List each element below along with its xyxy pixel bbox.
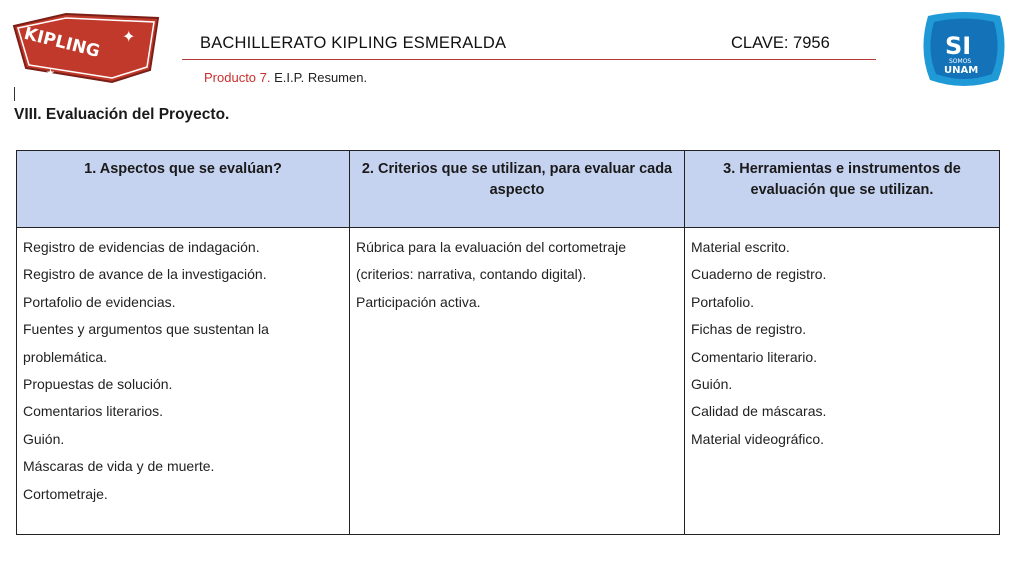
list-item: Propuestas de solución. xyxy=(23,376,173,393)
school-code: CLAVE: 7956 xyxy=(731,34,830,52)
product-title: E.I.P. Resumen. xyxy=(270,70,368,85)
list-item: Comentario literario. xyxy=(691,348,818,365)
list-item: Rúbrica para la evaluación del cortometraje xyxy=(356,239,627,255)
list-item: (criterios: narrativa, contando digital). xyxy=(356,266,587,283)
list-item: Guión. xyxy=(691,376,733,393)
list-item: Fuentes y argumentos que sustentan la xyxy=(23,321,269,338)
kipling-logo-text: KIPLING xyxy=(21,23,102,62)
list-item: Cortometraje. xyxy=(23,485,108,502)
list-item: Comentarios literarios. xyxy=(23,403,164,420)
tools-cell xyxy=(685,228,1000,535)
unam-logo-si: SI xyxy=(945,32,972,60)
product-number: Producto 7. xyxy=(204,70,271,85)
header-criteria: 2. Criterios que se utilizan, para evaluar cada aspecto xyxy=(350,151,685,228)
header-divider xyxy=(182,59,876,60)
list-item: Material escrito. xyxy=(691,239,790,255)
text-cursor xyxy=(14,87,15,101)
unam-logo-name: UNAM xyxy=(944,65,979,76)
list-item: Registro de evidencias de indagación. xyxy=(23,239,260,255)
kipling-logo xyxy=(8,12,160,84)
unam-logo-somos: SOMOS xyxy=(949,58,972,65)
table-header-row xyxy=(17,151,1000,228)
list-item: Portafolio de evidencias. xyxy=(23,293,176,310)
svg-text:✦: ✦ xyxy=(122,27,136,46)
list-item: Portafolio. xyxy=(691,293,755,310)
list-item: Calidad de máscaras. xyxy=(691,403,827,420)
school-name: BACHILLERATO KIPLING ESMERALDA xyxy=(200,34,507,52)
svg-text:★: ★ xyxy=(46,68,55,79)
section-heading: VIII. Evaluación del Proyecto. xyxy=(14,106,230,123)
aspects-cell xyxy=(17,228,350,535)
unam-logo xyxy=(918,10,1010,88)
table-row xyxy=(17,228,1000,535)
header-tools: 3. Herramientas e instrumentos de evaluación que se utilizan. xyxy=(685,151,1000,228)
list-item: problemática. xyxy=(23,348,108,365)
list-item: Material videográfico. xyxy=(691,430,825,447)
list-item: Fichas de registro. xyxy=(691,321,807,338)
list-item: Guión. xyxy=(23,430,65,447)
list-item: Participación activa. xyxy=(356,293,481,310)
header-aspects: 1. Aspectos que se evalúan? xyxy=(17,151,350,228)
list-item: Cuaderno de registro. xyxy=(691,266,827,283)
list-item: Máscaras de vida y de muerte. xyxy=(23,458,215,475)
evaluation-table xyxy=(16,150,1000,535)
product-line xyxy=(204,70,367,85)
criteria-cell xyxy=(350,228,685,535)
list-item: Registro de avance de la investigación. xyxy=(23,266,267,283)
